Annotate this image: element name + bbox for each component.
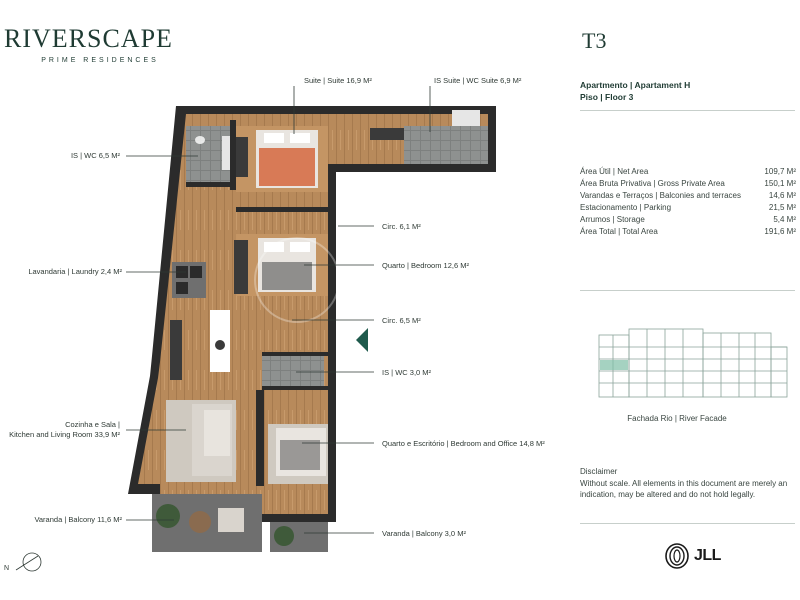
floor-label: Piso | Floor 3 xyxy=(580,92,634,102)
area-row xyxy=(580,190,796,202)
jll-text: JLL xyxy=(694,547,721,564)
unit-type: T3 xyxy=(582,28,607,53)
label-balcony-1: Varanda | Balcony 11,6 M² xyxy=(34,515,122,524)
label-balcony-2: Varanda | Balcony 3,0 M² xyxy=(382,529,466,538)
jll-logo xyxy=(664,543,721,569)
area-row xyxy=(580,166,796,178)
label-wc: IS | WC 3,0 M² xyxy=(382,368,432,377)
orientation-arrow xyxy=(356,328,368,352)
area-value: 109,7 M² xyxy=(764,167,796,176)
area-value: 150,1 M² xyxy=(764,179,796,188)
area-row xyxy=(580,226,796,238)
label-is-wc: IS | WC 6,5 M² xyxy=(70,151,120,160)
label-suite: Suite | Suite 16,9 M² xyxy=(304,76,372,85)
area-row xyxy=(580,202,796,214)
area-value: 191,6 M² xyxy=(764,227,796,236)
area-label: Arrumos | Storage xyxy=(580,215,645,224)
label-kitchen-1: Cozinha e Sala | xyxy=(65,420,120,429)
area-label: Estacionamento | Parking xyxy=(580,203,672,212)
facade-highlight xyxy=(600,360,628,370)
label-is-suite: IS Suite | WC Suite 6,9 M² xyxy=(434,76,522,85)
area-label: Área Útil | Net Area xyxy=(580,167,649,176)
facade-drawing xyxy=(597,327,791,399)
area-label: Área Bruta Privativa | Gross Private Area xyxy=(580,179,725,188)
disclaimer xyxy=(580,466,795,501)
facade-label: Fachada Rio | River Facade xyxy=(627,414,727,423)
divider xyxy=(580,290,795,291)
apartment-label: Apartmento | Apartament H xyxy=(580,80,691,90)
disclaimer-text: Without scale. All elements in this document are merely an indication, may be altered and do not hold legally. xyxy=(580,478,788,499)
brand-name: RIVERSCAPE xyxy=(4,24,173,53)
divider xyxy=(580,523,795,524)
area-value: 14,6 M² xyxy=(768,191,796,200)
area-row xyxy=(580,214,796,226)
jll-emblem-icon xyxy=(664,543,690,569)
area-row xyxy=(580,178,796,190)
brand-subtitle: PRIME RESIDENCES xyxy=(41,57,159,64)
area-value: 21,5 M² xyxy=(768,203,796,212)
area-label: Varandas e Terraços | Balconies and terraces xyxy=(580,191,741,200)
unit-info xyxy=(580,79,690,103)
label-office: Quarto e Escritório | Bedroom and Office 14,8 M² xyxy=(382,439,545,448)
disclaimer-title: Disclaimer xyxy=(580,467,618,476)
north-arrow-icon xyxy=(4,552,44,574)
areas-table xyxy=(580,166,796,238)
label-circ-1: Circ. 6,1 M² xyxy=(382,222,421,231)
label-laundry: Lavandaria | Laundry 2,4 M² xyxy=(28,267,122,276)
north-label: N xyxy=(4,565,10,572)
label-kitchen-2: Kitchen and Living Room 33,9 M² xyxy=(9,430,120,439)
label-bedroom: Quarto | Bedroom 12,6 M² xyxy=(382,261,469,270)
label-circ-2: Circ. 6,5 M² xyxy=(382,316,421,325)
divider xyxy=(580,110,795,111)
area-label: Área Total | Total Area xyxy=(580,227,658,236)
area-value: 5,4 M² xyxy=(773,215,796,224)
